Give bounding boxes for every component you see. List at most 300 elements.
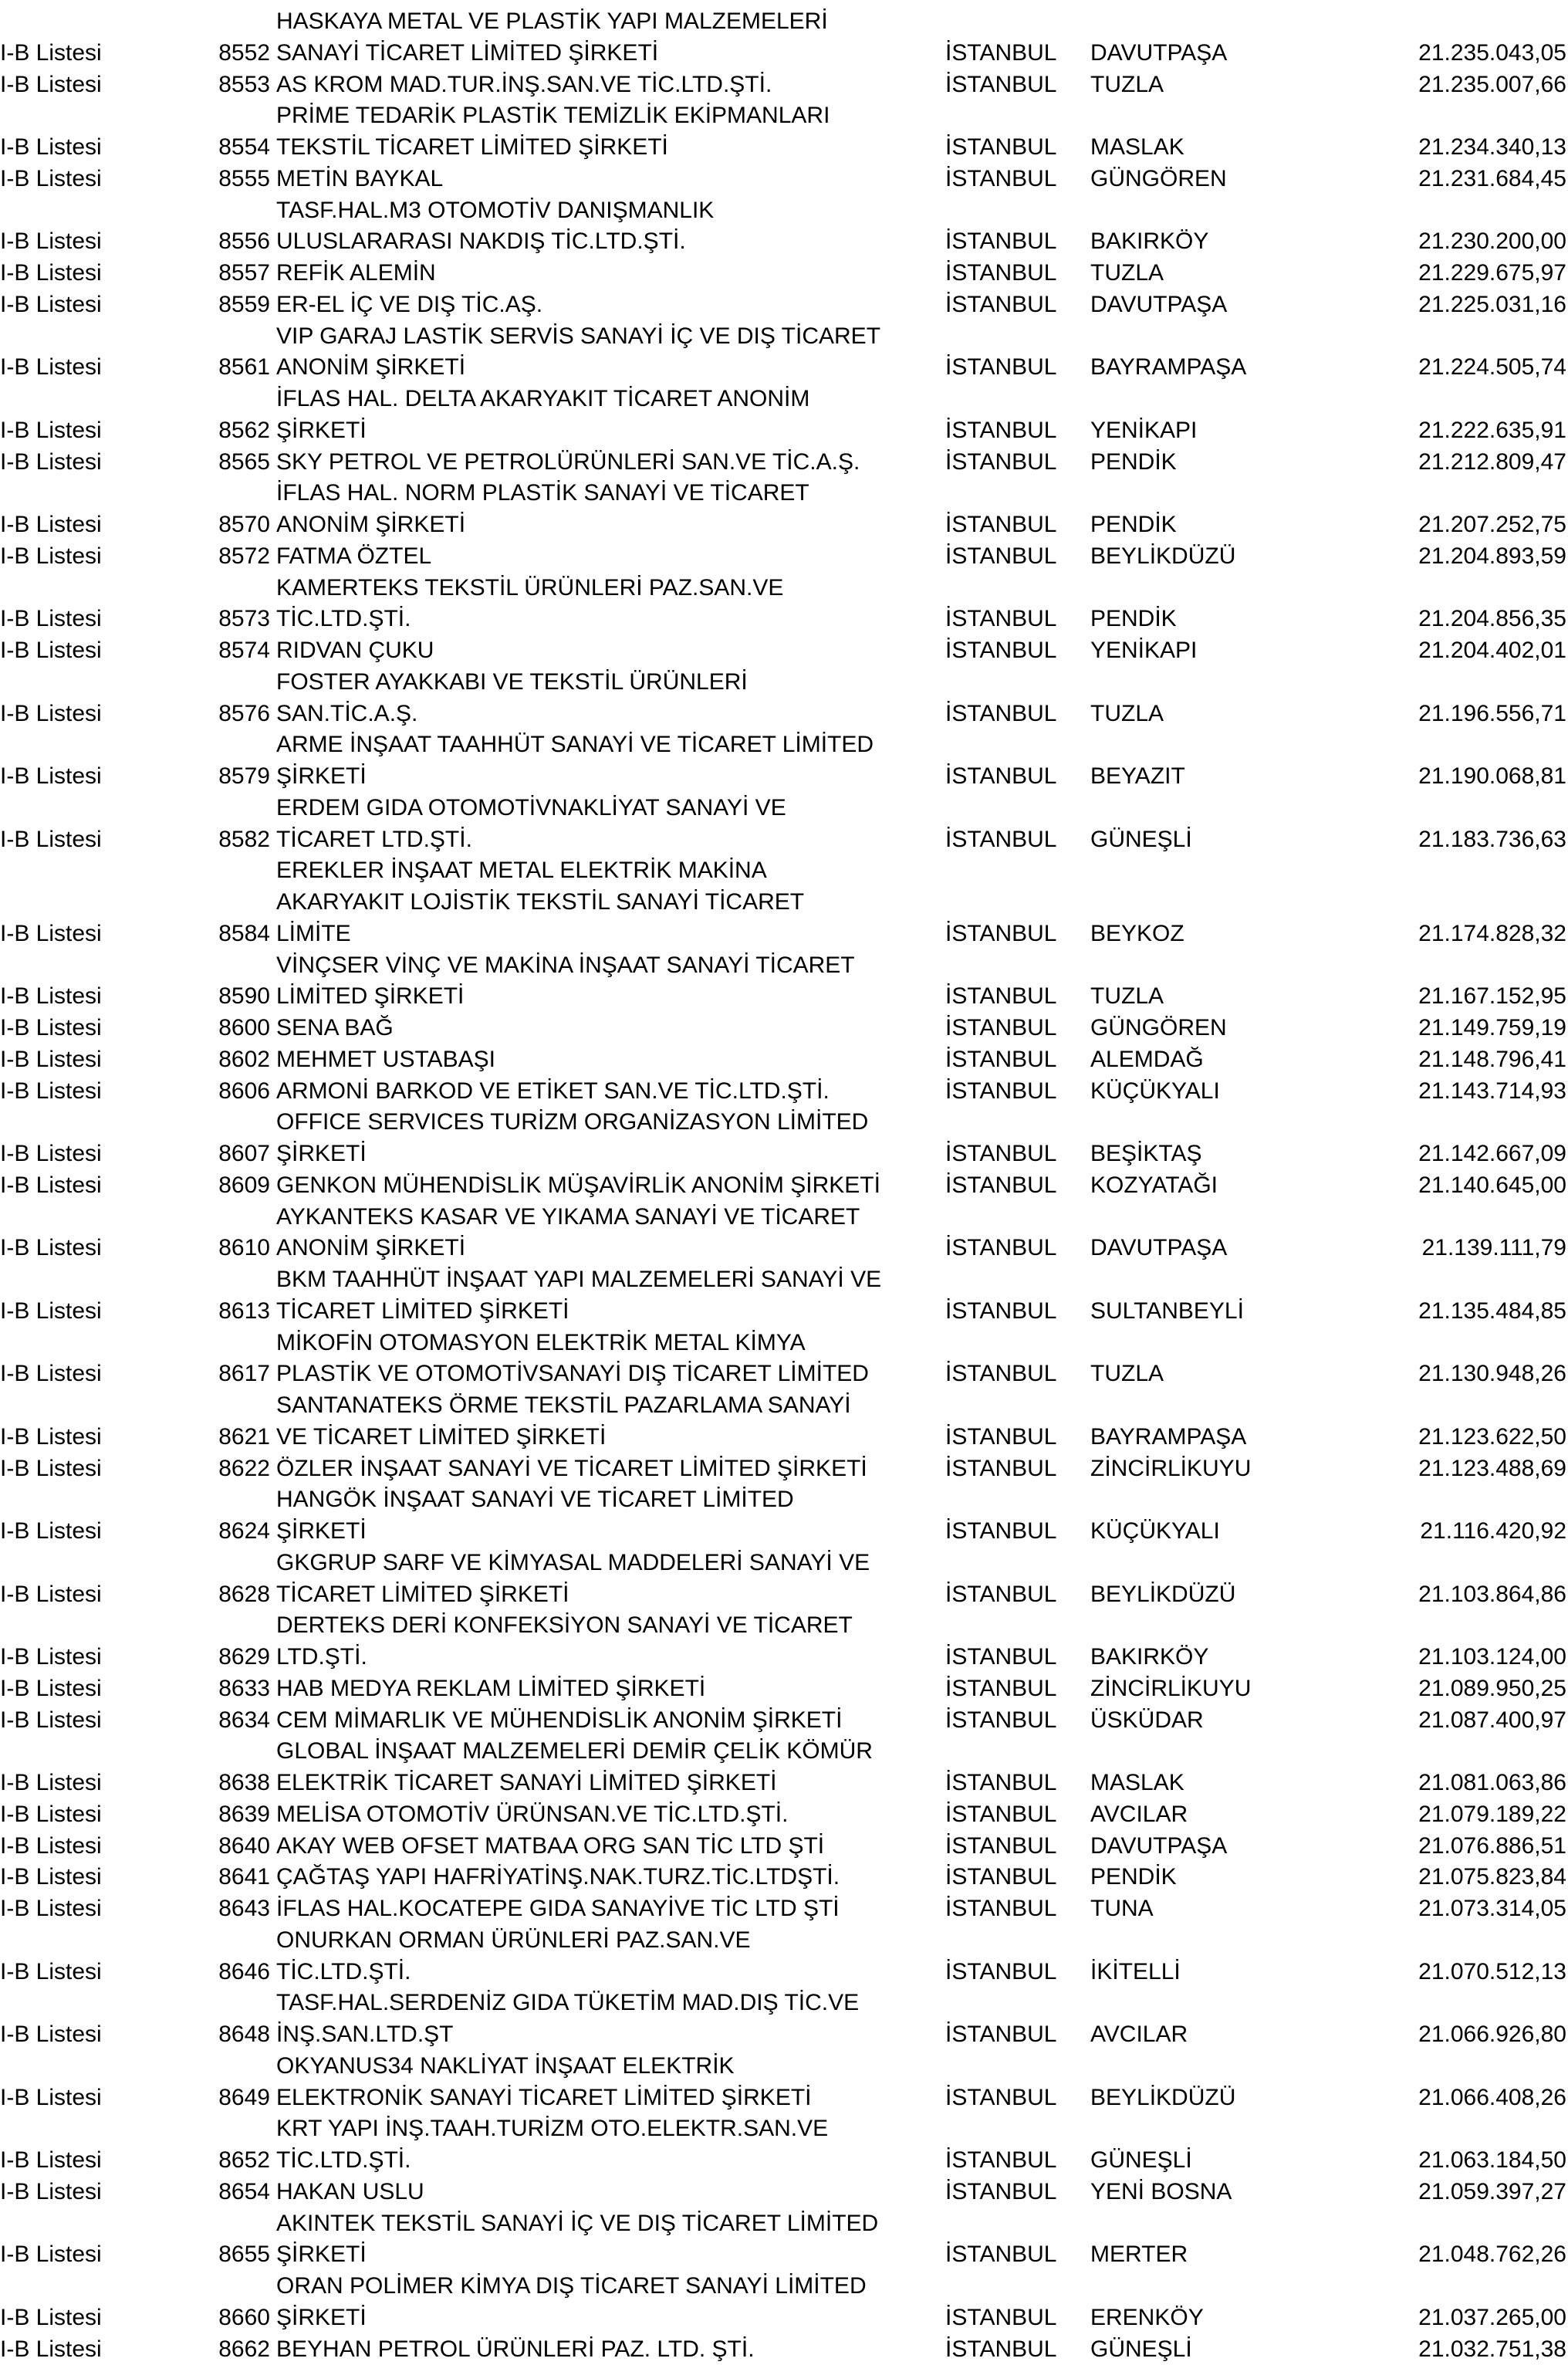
list-type-cell: I-B Listesi <box>0 635 102 667</box>
company-name-cell: OFFICE SERVICES TURİZM ORGANİZASYON LİMİTED ŞİRKETİ <box>276 1107 868 1170</box>
table-row <box>0 384 1568 447</box>
table-row <box>0 541 1568 573</box>
amount-cell: 21.123.488,69 <box>1418 1453 1566 1485</box>
district-cell: PENDİK <box>1090 1862 1177 1893</box>
district-cell: DAVUTPAŞA <box>1090 38 1227 69</box>
list-type-cell: I-B Listesi <box>0 226 102 258</box>
list-type-cell: I-B Listesi <box>0 69 102 101</box>
company-name-cell: İFLAS HAL.KOCATEPE GIDA SANAYİVE TİC LTD ŞTİ <box>276 1893 840 1925</box>
company-name-cell: REFİK ALEMİN <box>276 258 436 289</box>
table-row <box>0 1925 1568 1988</box>
list-type-cell: I-B Listesi <box>0 2082 102 2114</box>
amount-cell: 21.066.926,80 <box>1418 2019 1566 2051</box>
amount-cell: 21.089.950,25 <box>1418 1673 1566 1705</box>
city-cell: İSTANBUL <box>945 1705 1056 1737</box>
sequence-number-cell: 8643 <box>139 1893 270 1925</box>
city-cell: İSTANBUL <box>945 824 1056 856</box>
district-cell: İKİTELLİ <box>1090 1957 1181 1988</box>
table-row <box>0 2334 1568 2365</box>
city-cell: İSTANBUL <box>945 1013 1056 1044</box>
amount-cell: 21.222.635,91 <box>1418 415 1566 447</box>
sequence-number-cell: 8576 <box>139 699 270 730</box>
district-cell: GÜNEŞLİ <box>1090 2145 1192 2177</box>
sequence-number-cell: 8649 <box>139 2082 270 2114</box>
sequence-number-cell: 8565 <box>139 447 270 479</box>
table-row <box>0 1548 1568 1611</box>
district-cell: PENDİK <box>1090 509 1177 541</box>
sequence-number-cell: 8554 <box>139 132 270 164</box>
city-cell: İSTANBUL <box>945 1170 1056 1202</box>
sequence-number-cell: 8579 <box>139 761 270 793</box>
district-cell: TUZLA <box>1090 1358 1164 1390</box>
city-cell: İSTANBUL <box>945 761 1056 793</box>
list-type-cell: I-B Listesi <box>0 1233 102 1264</box>
company-name-cell: SANTANATEKS ÖRME TEKSTİL PAZARLAMA SANAYİ VE TİCARET LİMİTED ŞİRKETİ <box>276 1390 851 1453</box>
table-row <box>0 667 1568 730</box>
district-cell: TUZLA <box>1090 69 1164 101</box>
table-row <box>0 1390 1568 1453</box>
company-name-cell: MİKOFİN OTOMASYON ELEKTRİK METAL KİMYA PLASTİK VE OTOMOTİVSANAYİ DIŞ TİCARET LİMİTED <box>276 1328 869 1391</box>
amount-cell: 21.231.684,45 <box>1418 164 1566 195</box>
city-cell: İSTANBUL <box>945 2082 1056 2114</box>
city-cell: İSTANBUL <box>945 2019 1056 2051</box>
company-name-cell: ER-EL İÇ VE DIŞ TİC.AŞ. <box>276 289 542 321</box>
city-cell: İSTANBUL <box>945 2177 1056 2208</box>
district-cell: ÜSKÜDAR <box>1090 1705 1204 1737</box>
list-type-cell: I-B Listesi <box>0 258 102 289</box>
list-type-cell: I-B Listesi <box>0 699 102 730</box>
sequence-number-cell: 8610 <box>139 1233 270 1264</box>
sequence-number-cell: 8622 <box>139 1453 270 1485</box>
amount-cell: 21.139.111,79 <box>1422 1233 1566 1264</box>
amount-cell: 21.235.007,66 <box>1418 69 1566 101</box>
list-type-cell: I-B Listesi <box>0 38 102 69</box>
sequence-number-cell: 8562 <box>139 415 270 447</box>
company-name-cell: İFLAS HAL. DELTA AKARYAKIT TİCARET ANONİM ŞİRKETİ <box>276 384 809 447</box>
sequence-number-cell: 8629 <box>139 1642 270 1673</box>
district-cell: BAYRAMPAŞA <box>1090 1422 1246 1453</box>
company-name-cell: ARMONİ BARKOD VE ETİKET SAN.VE TİC.LTD.ŞTİ. <box>276 1076 830 1108</box>
district-cell: MASLAK <box>1090 132 1184 164</box>
list-type-cell: I-B Listesi <box>0 1516 102 1548</box>
list-type-cell: I-B Listesi <box>0 2145 102 2177</box>
list-type-cell: I-B Listesi <box>0 1642 102 1673</box>
city-cell: İSTANBUL <box>945 509 1056 541</box>
city-cell: İSTANBUL <box>945 69 1056 101</box>
table-row <box>0 1170 1568 1202</box>
table-row <box>0 1673 1568 1705</box>
district-cell: AVCILAR <box>1090 1799 1188 1831</box>
district-cell: BEŞİKTAŞ <box>1090 1139 1202 1170</box>
list-type-cell: I-B Listesi <box>0 919 102 950</box>
city-cell: İSTANBUL <box>945 1768 1056 1799</box>
district-cell: GÜNGÖREN <box>1090 1013 1227 1044</box>
table-row <box>0 729 1568 793</box>
district-cell: TUZLA <box>1090 981 1164 1013</box>
table-row <box>0 258 1568 289</box>
sequence-number-cell: 8555 <box>139 164 270 195</box>
list-type-cell: I-B Listesi <box>0 1673 102 1705</box>
sequence-number-cell: 8561 <box>139 352 270 384</box>
list-type-cell: I-B Listesi <box>0 1893 102 1925</box>
company-name-cell: ARME İNŞAAT TAAHHÜT SANAYİ VE TİCARET LİMİTED ŞİRKETİ <box>276 729 874 793</box>
table-row <box>0 289 1568 321</box>
company-name-cell: SENA BAĞ <box>276 1013 394 1044</box>
amount-cell: 21.207.252,75 <box>1418 509 1566 541</box>
list-type-cell: I-B Listesi <box>0 1422 102 1453</box>
sequence-number-cell: 8574 <box>139 635 270 667</box>
sequence-number-cell: 8590 <box>139 981 270 1013</box>
amount-cell: 21.081.063,86 <box>1418 1768 1566 1799</box>
table-row <box>0 2208 1568 2272</box>
list-type-cell: I-B Listesi <box>0 1296 102 1328</box>
city-cell: İSTANBUL <box>945 1076 1056 1108</box>
amount-cell: 21.190.068,81 <box>1418 761 1566 793</box>
table-row <box>0 1328 1568 1391</box>
list-type-cell: I-B Listesi <box>0 981 102 1013</box>
company-name-cell: AKAY WEB OFSET MATBAA ORG SAN TİC LTD ŞTİ <box>276 1831 824 1863</box>
table-row <box>0 1893 1568 1925</box>
list-type-cell: I-B Listesi <box>0 2019 102 2051</box>
sequence-number-cell: 8646 <box>139 1957 270 1988</box>
company-name-cell: TASF.HAL.M3 OTOMOTİV DANIŞMANLIK ULUSLARARASI NAKDIŞ TİC.LTD.ŞTİ. <box>276 195 714 259</box>
list-type-cell: I-B Listesi <box>0 415 102 447</box>
district-cell: TUNA <box>1090 1893 1154 1925</box>
city-cell: İSTANBUL <box>945 1642 1056 1673</box>
city-cell: İSTANBUL <box>945 1139 1056 1170</box>
city-cell: İSTANBUL <box>945 635 1056 667</box>
amount-cell: 21.140.645,00 <box>1418 1170 1566 1202</box>
city-cell: İSTANBUL <box>945 164 1056 195</box>
amount-cell: 21.103.864,86 <box>1418 1579 1566 1611</box>
sequence-number-cell: 8621 <box>139 1422 270 1453</box>
city-cell: İSTANBUL <box>945 541 1056 573</box>
company-name-cell: ERDEM GIDA OTOMOTİVNAKLİYAT SANAYİ VE TİCARET LTD.ŞTİ. <box>276 793 786 856</box>
district-cell: GÜNGÖREN <box>1090 164 1227 195</box>
city-cell: İSTANBUL <box>945 226 1056 258</box>
sequence-number-cell: 8600 <box>139 1013 270 1044</box>
amount-cell: 21.142.667,09 <box>1418 1139 1566 1170</box>
company-name-cell: HAB MEDYA REKLAM LİMİTED ŞİRKETİ <box>276 1673 705 1705</box>
amount-cell: 21.167.152,95 <box>1418 981 1566 1013</box>
amount-cell: 21.135.484,85 <box>1418 1296 1566 1328</box>
amount-cell: 21.059.397,27 <box>1418 2177 1566 2208</box>
district-cell: TUZLA <box>1090 699 1164 730</box>
sequence-number-cell: 8552 <box>139 38 270 69</box>
company-name-cell: KAMERTEKS TEKSTİL ÜRÜNLERİ PAZ.SAN.VE TİC.LTD.ŞTİ. <box>276 573 783 636</box>
amount-cell: 21.048.762,26 <box>1418 2239 1566 2271</box>
list-type-cell: I-B Listesi <box>0 1170 102 1202</box>
list-type-cell: I-B Listesi <box>0 132 102 164</box>
sequence-number-cell: 8606 <box>139 1076 270 1108</box>
city-cell: İSTANBUL <box>945 447 1056 479</box>
city-cell: İSTANBUL <box>945 1831 1056 1863</box>
list-type-cell: I-B Listesi <box>0 352 102 384</box>
amount-cell: 21.123.622,50 <box>1418 1422 1566 1453</box>
city-cell: İSTANBUL <box>945 352 1056 384</box>
table-row <box>0 1202 1568 1265</box>
city-cell: İSTANBUL <box>945 1044 1056 1076</box>
amount-cell: 21.234.340,13 <box>1418 132 1566 164</box>
list-type-cell: I-B Listesi <box>0 1013 102 1044</box>
company-name-cell: GLOBAL İNŞAAT MALZEMELERİ DEMİR ÇELİK KÖMÜR ELEKTRİK TİCARET SANAYİ LİMİTED ŞİRKETİ <box>276 1736 873 1799</box>
list-type-cell: I-B Listesi <box>0 2177 102 2208</box>
sequence-number-cell: 8634 <box>139 1705 270 1737</box>
company-name-cell: GENKON MÜHENDİSLİK MÜŞAVİRLİK ANONİM ŞİRKETİ <box>276 1170 880 1202</box>
company-name-cell: SKY PETROL VE PETROLÜRÜNLERİ SAN.VE TİC.A.Ş. <box>276 447 860 479</box>
city-cell: İSTANBUL <box>945 1799 1056 1831</box>
district-cell: BEYLİKDÜZÜ <box>1090 541 1235 573</box>
city-cell: İSTANBUL <box>945 2145 1056 2177</box>
table-row <box>0 573 1568 636</box>
district-cell: DAVUTPAŞA <box>1090 289 1227 321</box>
district-cell: BAYRAMPAŞA <box>1090 352 1246 384</box>
district-cell: ZİNCİRLİKUYU <box>1090 1453 1251 1485</box>
list-type-cell: I-B Listesi <box>0 824 102 856</box>
sequence-number-cell: 8572 <box>139 541 270 573</box>
district-cell: ZİNCİRLİKUYU <box>1090 1673 1251 1705</box>
table-row <box>0 1736 1568 1799</box>
sequence-number-cell: 8559 <box>139 289 270 321</box>
district-cell: YENİKAPI <box>1090 415 1197 447</box>
district-cell: ALEMDAĞ <box>1090 1044 1204 1076</box>
list-type-cell: I-B Listesi <box>0 1831 102 1863</box>
company-name-cell: BEYHAN PETROL ÜRÜNLERİ PAZ. LTD. ŞTİ. <box>276 2334 755 2365</box>
table-row <box>0 164 1568 195</box>
district-cell: DAVUTPAŞA <box>1090 1831 1227 1863</box>
district-cell: MASLAK <box>1090 1768 1184 1799</box>
list-type-cell: I-B Listesi <box>0 1862 102 1893</box>
table-row <box>0 100 1568 164</box>
district-cell: MERTER <box>1090 2239 1188 2271</box>
list-type-cell: I-B Listesi <box>0 509 102 541</box>
table-row <box>0 1484 1568 1548</box>
sequence-number-cell: 8662 <box>139 2334 270 2365</box>
city-cell: İSTANBUL <box>945 1233 1056 1264</box>
company-name-cell: ÇAĞTAŞ YAPI HAFRİYATİNŞ.NAK.TURZ.TİC.LTDŞTİ. <box>276 1862 840 1893</box>
company-name-cell: METİN BAYKAL <box>276 164 443 195</box>
amount-cell: 21.063.184,50 <box>1418 2145 1566 2177</box>
table-row <box>0 1264 1568 1328</box>
amount-cell: 21.212.809,47 <box>1418 447 1566 479</box>
sequence-number-cell: 8582 <box>139 824 270 856</box>
table-row <box>0 478 1568 541</box>
city-cell: İSTANBUL <box>945 1579 1056 1611</box>
company-name-cell: OKYANUS34 NAKLİYAT İNŞAAT ELEKTRİK ELEKTRONİK SANAYİ TİCARET LİMİTED ŞİRKETİ <box>276 2051 812 2114</box>
sequence-number-cell: 8654 <box>139 2177 270 2208</box>
district-cell: YENİKAPI <box>1090 635 1197 667</box>
sequence-number-cell: 8652 <box>139 2145 270 2177</box>
district-cell: DAVUTPAŞA <box>1090 1233 1227 1264</box>
table-row <box>0 635 1568 667</box>
amount-cell: 21.075.823,84 <box>1418 1862 1566 1893</box>
city-cell: İSTANBUL <box>945 981 1056 1013</box>
sequence-number-cell: 8570 <box>139 509 270 541</box>
city-cell: İSTANBUL <box>945 38 1056 69</box>
company-name-cell: HAKAN USLU <box>276 2177 424 2208</box>
list-type-cell: I-B Listesi <box>0 447 102 479</box>
list-type-cell: I-B Listesi <box>0 1076 102 1108</box>
amount-cell: 21.032.751,38 <box>1418 2334 1566 2365</box>
company-name-cell: AYKANTEKS KASAR VE YIKAMA SANAYİ VE TİCARET ANONİM ŞİRKETİ <box>276 1202 860 1265</box>
district-cell: BEYKOZ <box>1090 919 1184 950</box>
company-name-cell: ONURKAN ORMAN ÜRÜNLERİ PAZ.SAN.VE TİC.LTD.ŞTİ. <box>276 1925 751 1988</box>
list-type-cell: I-B Listesi <box>0 1957 102 1988</box>
amount-cell: 21.070.512,13 <box>1418 1957 1566 1988</box>
table-row <box>0 1013 1568 1044</box>
sequence-number-cell: 8584 <box>139 919 270 950</box>
sequence-number-cell: 8628 <box>139 1579 270 1611</box>
list-type-cell: I-B Listesi <box>0 2334 102 2365</box>
amount-cell: 21.103.124,00 <box>1418 1642 1566 1673</box>
company-name-cell: ÖZLER İNŞAAT SANAYİ VE TİCARET LİMİTED ŞİRKETİ <box>276 1453 867 1485</box>
amount-cell: 21.230.200,00 <box>1418 226 1566 258</box>
city-cell: İSTANBUL <box>945 132 1056 164</box>
sequence-number-cell: 8648 <box>139 2019 270 2051</box>
sequence-number-cell: 8640 <box>139 1831 270 1863</box>
district-cell: BEYAZIT <box>1090 761 1185 793</box>
sequence-number-cell: 8638 <box>139 1768 270 1799</box>
list-type-cell: I-B Listesi <box>0 1358 102 1390</box>
table-row <box>0 2113 1568 2177</box>
company-name-cell: MELİSA OTOMOTİV ÜRÜNSAN.VE TİC.LTD.ŞTİ. <box>276 1799 788 1831</box>
table-row <box>0 2177 1568 2208</box>
city-cell: İSTANBUL <box>945 1862 1056 1893</box>
amount-cell: 21.204.893,59 <box>1418 541 1566 573</box>
company-name-cell: PRİME TEDARİK PLASTİK TEMİZLİK EKİPMANLARI TEKSTİL TİCARET LİMİTED ŞİRKETİ <box>276 100 830 164</box>
table-row <box>0 1610 1568 1673</box>
company-name-cell: AKINTEK TEKSTİL SANAYİ İÇ VE DIŞ TİCARET LİMİTED ŞİRKETİ <box>276 2208 878 2272</box>
company-name-cell: ORAN POLİMER KİMYA DIŞ TİCARET SANAYİ LİMİTED ŞİRKETİ <box>276 2271 867 2334</box>
company-name-cell: HANGÖK İNŞAAT SANAYİ VE TİCARET LİMİTED ŞİRKETİ <box>276 1484 794 1548</box>
city-cell: İSTANBUL <box>945 919 1056 950</box>
table-row <box>0 1799 1568 1831</box>
city-cell: İSTANBUL <box>945 1422 1056 1453</box>
list-type-cell: I-B Listesi <box>0 289 102 321</box>
company-name-cell: HASKAYA METAL VE PLASTİK YAPI MALZEMELERİ SANAYİ TİCARET LİMİTED ŞİRKETİ <box>276 6 828 69</box>
amount-cell: 21.183.736,63 <box>1418 824 1566 856</box>
city-cell: İSTANBUL <box>945 1516 1056 1548</box>
company-name-cell: DERTEKS DERİ KONFEKSİYON SANAYİ VE TİCARET LTD.ŞTİ. <box>276 1610 853 1673</box>
district-cell: GÜNEŞLİ <box>1090 2334 1192 2365</box>
table-row <box>0 1988 1568 2051</box>
city-cell: İSTANBUL <box>945 1957 1056 1988</box>
table-row <box>0 195 1568 259</box>
city-cell: İSTANBUL <box>945 1673 1056 1705</box>
amount-cell: 21.116.420,92 <box>1420 1516 1566 1548</box>
company-name-cell: BKM TAAHHÜT İNŞAAT YAPI MALZEMELERİ SANAYİ VE TİCARET LİMİTED ŞİRKETİ <box>276 1264 881 1328</box>
company-name-cell: TASF.HAL.SERDENİZ GIDA TÜKETİM MAD.DIŞ TİC.VE İNŞ.SAN.LTD.ŞT <box>276 1988 859 2051</box>
list-type-cell: I-B Listesi <box>0 1799 102 1831</box>
amount-cell: 21.149.759,19 <box>1418 1013 1566 1044</box>
company-name-cell: EREKLER İNŞAAT METAL ELEKTRİK MAKİNA AKARYAKIT LOJİSTİK TEKSTİL SANAYİ TİCARET LİMİTE <box>276 855 804 949</box>
table-row <box>0 855 1568 949</box>
amount-cell: 21.087.400,97 <box>1418 1705 1566 1737</box>
amount-cell: 21.130.948,26 <box>1418 1358 1566 1390</box>
amount-cell: 21.148.796,41 <box>1418 1044 1566 1076</box>
company-name-cell: MEHMET USTABAŞI <box>276 1044 495 1076</box>
list-type-cell: I-B Listesi <box>0 604 102 635</box>
list-type-cell: I-B Listesi <box>0 1044 102 1076</box>
table-row <box>0 1044 1568 1076</box>
district-cell: KOZYATAĞI <box>1090 1170 1218 1202</box>
district-cell: KÜÇÜKYALI <box>1090 1516 1220 1548</box>
list-type-cell: I-B Listesi <box>0 1139 102 1170</box>
company-name-cell: FOSTER AYAKKABI VE TEKSTİL ÜRÜNLERİ SAN.TİC.A.Ş. <box>276 667 748 730</box>
city-cell: İSTANBUL <box>945 699 1056 730</box>
sequence-number-cell: 8613 <box>139 1296 270 1328</box>
city-cell: İSTANBUL <box>945 289 1056 321</box>
sequence-number-cell: 8553 <box>139 69 270 101</box>
district-cell: AVCILAR <box>1090 2019 1188 2051</box>
district-cell: PENDİK <box>1090 447 1177 479</box>
sequence-number-cell: 8609 <box>139 1170 270 1202</box>
amount-cell: 21.204.402,01 <box>1418 635 1566 667</box>
district-cell: SULTANBEYLİ <box>1090 1296 1244 1328</box>
city-cell: İSTANBUL <box>945 604 1056 635</box>
company-name-cell: AS KROM MAD.TUR.İNŞ.SAN.VE TİC.LTD.ŞTİ. <box>276 69 772 101</box>
table-row <box>0 1705 1568 1737</box>
city-cell: İSTANBUL <box>945 415 1056 447</box>
list-type-cell: I-B Listesi <box>0 1768 102 1799</box>
sequence-number-cell: 8573 <box>139 604 270 635</box>
amount-cell: 21.066.408,26 <box>1418 2082 1566 2114</box>
table-row <box>0 2271 1568 2334</box>
company-name-cell: KRT YAPI İNŞ.TAAH.TURİZM OTO.ELEKTR.SAN.VE TİC.LTD.ŞTİ. <box>276 2113 828 2177</box>
sequence-number-cell: 8617 <box>139 1358 270 1390</box>
table-row <box>0 2051 1568 2114</box>
district-cell: PENDİK <box>1090 604 1177 635</box>
district-cell: BEYLİKDÜZÜ <box>1090 1579 1235 1611</box>
amount-cell: 21.073.314,05 <box>1418 1893 1566 1925</box>
list-type-cell: I-B Listesi <box>0 164 102 195</box>
district-cell: YENİ BOSNA <box>1090 2177 1232 2208</box>
sequence-number-cell: 8660 <box>139 2302 270 2334</box>
amount-cell: 21.076.886,51 <box>1418 1831 1566 1863</box>
list-type-cell: I-B Listesi <box>0 1705 102 1737</box>
table-row <box>0 447 1568 479</box>
company-name-cell: RIDVAN ÇUKU <box>276 635 434 667</box>
district-cell: BAKIRKÖY <box>1090 226 1208 258</box>
amount-cell: 21.224.505,74 <box>1418 352 1566 384</box>
amount-cell: 21.225.031,16 <box>1418 289 1566 321</box>
sequence-number-cell: 8639 <box>139 1799 270 1831</box>
amount-cell: 21.143.714,93 <box>1418 1076 1566 1108</box>
list-type-cell: I-B Listesi <box>0 1579 102 1611</box>
company-name-cell: CEM MİMARLIK VE MÜHENDİSLİK ANONİM ŞİRKETİ <box>276 1705 842 1737</box>
amount-cell: 21.037.265,00 <box>1418 2302 1566 2334</box>
company-name-cell: VİNÇSER VİNÇ VE MAKİNA İNŞAAT SANAYİ TİCARET LİMİTED ŞİRKETİ <box>276 950 855 1013</box>
table-row <box>0 1453 1568 1485</box>
list-type-cell: I-B Listesi <box>0 2239 102 2271</box>
district-cell: BEYLİKDÜZÜ <box>1090 2082 1235 2114</box>
city-cell: İSTANBUL <box>945 258 1056 289</box>
sequence-number-cell: 8641 <box>139 1862 270 1893</box>
sequence-number-cell: 8556 <box>139 226 270 258</box>
table-row <box>0 1831 1568 1863</box>
sequence-number-cell: 8624 <box>139 1516 270 1548</box>
city-cell: İSTANBUL <box>945 2239 1056 2271</box>
table-row <box>0 950 1568 1013</box>
list-type-cell: I-B Listesi <box>0 2302 102 2334</box>
table-row <box>0 793 1568 856</box>
table-row <box>0 1076 1568 1108</box>
table-row <box>0 1107 1568 1170</box>
city-cell: İSTANBUL <box>945 1296 1056 1328</box>
list-type-cell: I-B Listesi <box>0 761 102 793</box>
district-cell: ERENKÖY <box>1090 2302 1204 2334</box>
list-type-cell: I-B Listesi <box>0 1453 102 1485</box>
